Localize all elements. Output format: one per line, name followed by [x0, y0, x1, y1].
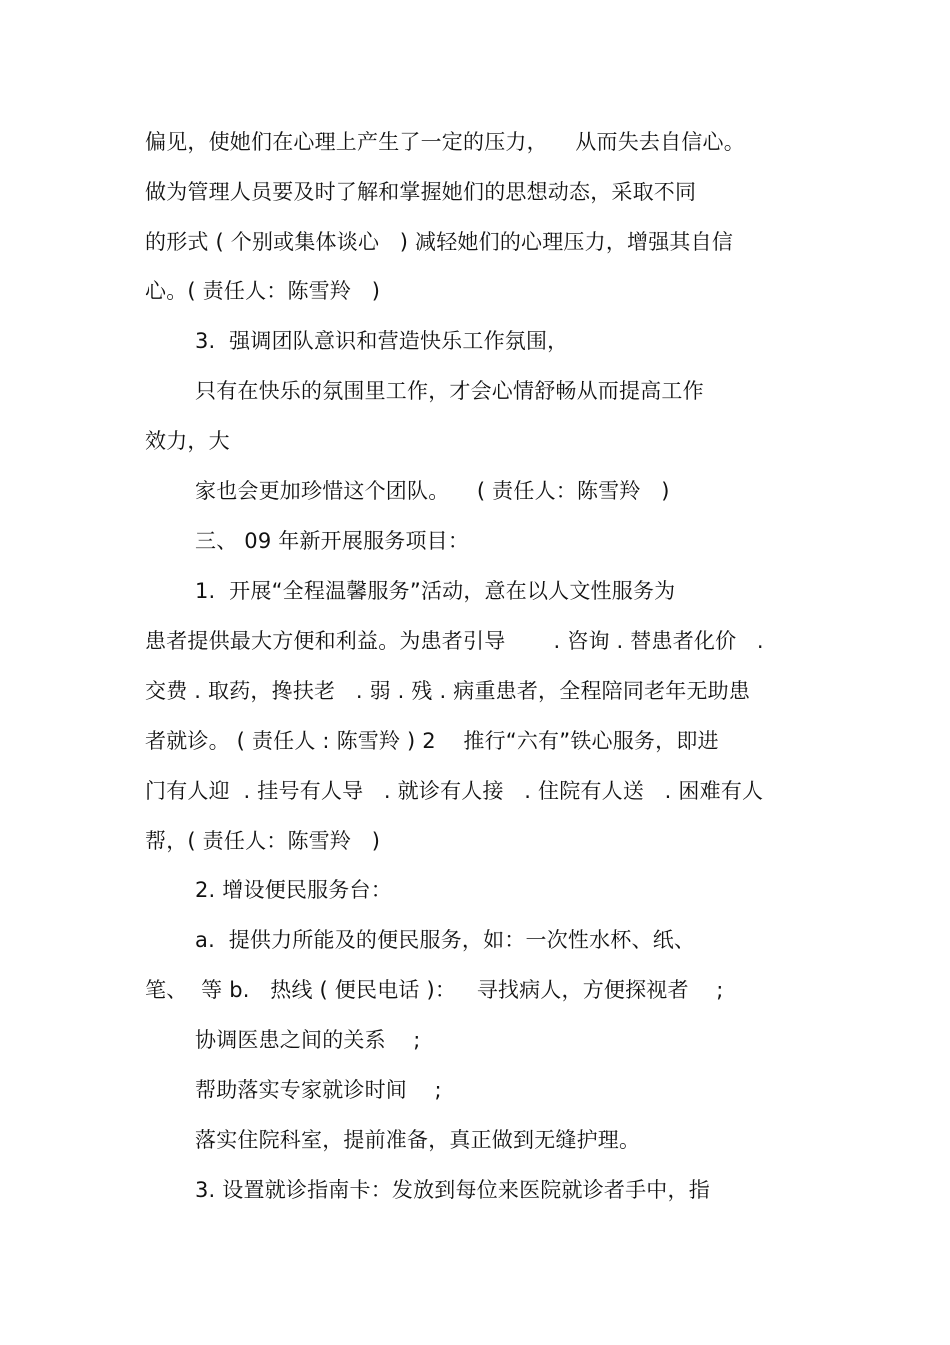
text-line: 者就诊。 ( 责任人 : 陈雪羚 ) 2 推行“六有”铁心服务，即进 [145, 729, 719, 753]
text-line: 落实住院科室，提前准备，真正做到无缝护理。 [195, 1128, 641, 1152]
text-line: 帮，( 责任人：陈雪羚 ) [145, 829, 381, 853]
text-line: 3. 设置就诊指南卡：发放到每位来医院就诊者手中，指 [195, 1178, 710, 1202]
text-line: 患者提供最大方便和利益。为患者引导 . 咨询 . 替患者化价 . [145, 629, 764, 653]
text-line: 家也会更加珍惜这个团队。 ( 责任人：陈雪羚 ) [195, 479, 670, 503]
text-line: 门有人迎 . 挂号有人导 . 就诊有人接 . 住院有人送 . 困难有人 [145, 779, 764, 803]
text-line: 效力，大 [145, 429, 230, 453]
text-line: 3. 强调团队意识和营造快乐工作氛围， [195, 329, 569, 353]
text-line: 的形式 ( 个别或集体谈心 ) 减轻她们的心理压力，增强其自信 [145, 230, 734, 254]
text-line: 做为管理人员要及时了解和掌握她们的思想动态，采取不同 [145, 180, 697, 204]
text-line: 笔、 等 b. 热线 ( 便民电话 )： 寻找病人，方便探视者 ; [145, 978, 724, 1002]
text-line: 2. 增设便民服务台： [195, 878, 392, 902]
text-line: 交费 . 取药，搀扶老 . 弱 . 残 . 病重患者，全程陪同老年无助患 [145, 679, 751, 703]
text-line: 帮助落实专家就诊时间 ; [195, 1078, 442, 1102]
text-line: 偏见，使她们在心理上产生了一定的压力， 从而失去自信心。 [145, 130, 745, 154]
text-line: 协调医患之间的关系 ; [195, 1028, 421, 1052]
text-line: 心。( 责任人：陈雪羚 ) [145, 279, 381, 303]
text-line: a. 提供力所能及的便民服务，如：一次性水杯、纸、 [195, 928, 696, 952]
text-line: 1. 开展“全程温馨服务”活动，意在以人文性服务为 [195, 579, 676, 603]
text-line: 只有在快乐的氛围里工作，才会心情舒畅从而提高工作 [195, 379, 704, 403]
section-heading: 三、 09 年新开展服务项目： [195, 529, 470, 553]
